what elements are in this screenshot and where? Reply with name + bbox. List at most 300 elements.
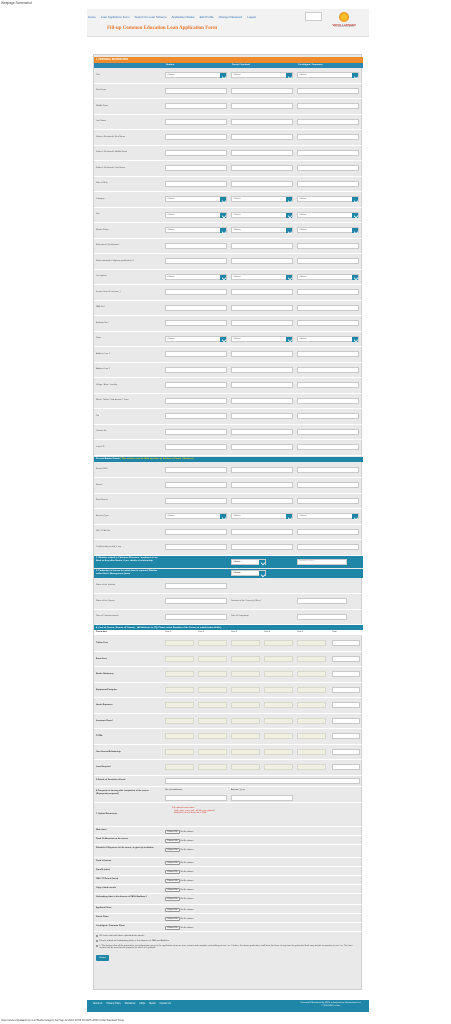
middle-name-input-2[interactable]: [231, 103, 293, 109]
nav-application-status[interactable]: Application Status: [171, 15, 195, 19]
chevron-down-icon: [220, 213, 226, 218]
equipment-computer-year-1[interactable]: [165, 687, 194, 693]
marks-obtained-in-highest-qualification-input-2[interactable]: [231, 258, 293, 264]
row-title: [94, 68, 363, 84]
loan-required-year-1[interactable]: [165, 764, 194, 770]
main-nav: [88, 15, 256, 19]
chevron-down-icon: [286, 73, 292, 78]
row-occupation: [94, 270, 363, 286]
select-value: --Select--: [167, 74, 176, 77]
bank-branch-input-3[interactable]: [297, 498, 359, 504]
upload-row-applicant-photo: [94, 906, 363, 914]
pan-no-input-1[interactable]: [165, 305, 227, 311]
address-line-1-input-1[interactable]: [165, 351, 227, 357]
tuition-fees-year-5[interactable]: [297, 640, 326, 646]
father-s-husband-s-middle-name-input-3[interactable]: [297, 150, 359, 156]
banker-row-sb-cd-a-c-no: [94, 525, 363, 541]
insurance-travel-year-4[interactable]: [264, 718, 293, 724]
contact-no-input-1[interactable]: [165, 429, 227, 435]
insurance-travel-year-5[interactable]: [297, 718, 326, 724]
equipment-computer-year-4[interactable]: [264, 687, 293, 693]
file-picker-parent-photo: [165, 917, 193, 922]
insurance-travel-year-2[interactable]: [198, 718, 227, 724]
aadhaar-no-input-2[interactable]: [231, 320, 293, 326]
related-select[interactable]: [231, 559, 266, 565]
chevron-down-icon: [220, 275, 226, 280]
label-e-mail-id: e-mail ID: [96, 445, 105, 448]
course-name-label-2: Duration of the Course (in Mths): [231, 599, 261, 602]
branch-input-1[interactable]: [165, 482, 227, 488]
first-name-input-1[interactable]: [165, 88, 227, 94]
nav-home[interactable]: Home: [88, 15, 96, 19]
exam-fees-total[interactable]: [332, 656, 360, 662]
nav-change-password[interactable]: Change Password: [218, 15, 243, 19]
books-stationery-year-3[interactable]: [231, 671, 260, 677]
select-value: --Select--: [299, 74, 308, 77]
choose-file-button[interactable]: Choose File: [167, 870, 178, 873]
hostel-expenses-year-3[interactable]: [231, 702, 260, 708]
label-block-taluka-sub-division-town: Block / Taluka / Sub-division / Town: [96, 399, 129, 402]
row-father-s-husband-s-last-name: [94, 161, 363, 177]
chevron-down-icon: [220, 73, 226, 78]
institute-name-row: [94, 579, 363, 595]
sb-cd-a-c-no-input-1[interactable]: [165, 529, 227, 535]
course-name-input-2[interactable]: [297, 598, 347, 604]
upload-heading-row: [94, 805, 363, 827]
branch-ifsc-input-3[interactable]: [297, 467, 359, 473]
contact-no-input-3[interactable]: [297, 429, 359, 435]
cost-column-year-4: Year 4: [264, 631, 271, 634]
equipment-computer-year-5[interactable]: [297, 687, 326, 693]
nav-search-loan-scheme[interactable]: Search for Loan Scheme: [134, 15, 167, 19]
income-from-all-sources-input-2[interactable]: [231, 289, 293, 295]
nav-loan-application-form[interactable]: Loan Application Form: [100, 15, 130, 19]
personal-info-heading: 1. PERSONAL INFORMATION: [94, 57, 363, 63]
state-select-2[interactable]: [231, 336, 293, 342]
category-select-1[interactable]: [165, 196, 227, 202]
footer-link-disclaimer[interactable]: Disclaimer: [124, 1003, 136, 1005]
occupation-select-3[interactable]: [297, 274, 359, 280]
chevron-down-icon: [352, 197, 358, 202]
declaration-text-3: I / We declare that all the particulars and information given in the application form are true, correct and complete and nothing on me / us. Further, the above particulars shall form the basis of any loan the particular Bank may decide to sanction to me / us. The loan amount will be used for the purpose for which it is granted.: [99, 944, 353, 950]
hostel-expenses-year-4[interactable]: [264, 702, 293, 708]
no-file-text: No file chosen: [180, 839, 194, 842]
label-educational-qualification: Educational Qualification: [96, 244, 119, 247]
account-type-select-2[interactable]: [231, 513, 293, 519]
choose-file-button[interactable]: Choose File: [167, 908, 178, 911]
label-pan-no: PAN No.#: [96, 306, 106, 309]
chevron-down-icon: [352, 213, 358, 218]
label-category: Category: [96, 197, 105, 200]
label-aadhaar-no: Aadhaar No.#: [96, 321, 109, 324]
upload-row-schedule-of-expenses-for-the-course-as-g: [94, 846, 363, 858]
course-name-row: [94, 594, 363, 610]
insurance-travel-year-3[interactable]: [231, 718, 260, 724]
upload-label-itao-it-return-latest: ITAO / IT Return (latest): [96, 878, 119, 880]
marital-status-select-1[interactable]: [165, 227, 227, 233]
exam-fees-year-3[interactable]: [231, 656, 260, 662]
window-caption: Webpage Screenshot: [1, 1, 32, 5]
contact-no-input-2[interactable]: [231, 429, 293, 435]
middle-name-input-1[interactable]: [165, 103, 227, 109]
village-area-locality-input-2[interactable]: [231, 382, 293, 388]
first-name-input-3[interactable]: [297, 88, 359, 94]
educational-qualification-input-2[interactable]: [231, 243, 293, 249]
hostel-expenses-total[interactable]: [332, 702, 360, 708]
exam-fees-year-4[interactable]: [264, 656, 293, 662]
date-of-birth-input-3[interactable]: [297, 181, 359, 187]
pin-input-2[interactable]: [231, 413, 293, 419]
cost-column-year-3: Year 3: [231, 631, 238, 634]
upload-label-schedule-of-expenses-for-the-course-as-g: Schedule Of Expenses for the course, as given by institution: [96, 847, 154, 849]
branch-input-2[interactable]: [231, 482, 293, 488]
sex-select-3[interactable]: [297, 212, 359, 218]
branch-ifsc-input-1[interactable]: [165, 467, 227, 473]
insurance-travel-total[interactable]: [332, 718, 360, 724]
title-select-1[interactable]: [165, 72, 227, 78]
address-line-1-input-3[interactable]: [297, 351, 359, 357]
category-select-3[interactable]: [297, 196, 359, 202]
e-mail-id-input-3[interactable]: [297, 444, 359, 450]
commencement-date-input-2[interactable]: [297, 614, 347, 620]
books-stationery-year-2[interactable]: [198, 671, 227, 677]
choose-file-button[interactable]: Choose File: [167, 926, 178, 929]
row-marital-status: [94, 223, 363, 239]
cost-label-own-source-scholarship: Own Source/Scholarship: [96, 750, 121, 753]
file-picker-mark-sheet: [165, 830, 193, 835]
address-line-1-input-2[interactable]: [231, 351, 293, 357]
father-s-husband-s-last-name-input-2[interactable]: [231, 165, 293, 171]
last-name-input-3[interactable]: [297, 119, 359, 125]
account-type-select-1[interactable]: [165, 513, 227, 519]
category-select-2[interactable]: [231, 196, 293, 202]
file-picker-proof-of-income: [165, 861, 193, 866]
hostel-expenses-year-1[interactable]: [165, 702, 194, 708]
column-header-parent-husband: Parent / Husband: [232, 64, 250, 67]
row-category: [94, 192, 363, 208]
bank-branch-input-2[interactable]: [231, 498, 293, 504]
row-block-taluka-sub-division-town: [94, 394, 363, 410]
exam-fees-year-5[interactable]: [297, 656, 326, 662]
declaration-text-2: Please submit an Undertaking letter in the absence of PAN and Aadhaar: [99, 939, 170, 942]
upload-row-mark-sheet: [94, 828, 363, 836]
user-box[interactable]: [305, 12, 322, 21]
banker-row-branch-ifsc: [94, 463, 363, 479]
choose-file-button[interactable]: Choose File: [167, 848, 178, 851]
pin-input-1[interactable]: [165, 413, 227, 419]
first-name-input-2[interactable]: [231, 88, 293, 94]
total-year-1[interactable]: [165, 733, 194, 739]
last-name-input-2[interactable]: [231, 119, 293, 125]
cost-column-year-2: Year 2: [198, 631, 205, 634]
merit-select[interactable]: [231, 570, 266, 576]
tuition-fees-year-4[interactable]: [264, 640, 293, 646]
credit-facility-availed-if-any-input-3[interactable]: [297, 544, 359, 550]
label-date-of-birth: Date of Birth: [96, 182, 108, 185]
select-value: --Select--: [167, 337, 176, 340]
choose-file-button[interactable]: Choose File: [167, 839, 178, 842]
e-mail-id-input-2[interactable]: [231, 444, 293, 450]
submit-button[interactable]: Submit: [96, 955, 109, 961]
loan-application-form: [93, 54, 362, 990]
select-value: --Select--: [299, 213, 308, 216]
loan-required-year-2[interactable]: [198, 764, 227, 770]
equipment-computer-year-2[interactable]: [198, 687, 227, 693]
educational-qualification-input-1[interactable]: [165, 243, 227, 249]
date-of-birth-input-2[interactable]: [231, 181, 293, 187]
total-year-4[interactable]: [264, 733, 293, 739]
page-title: Fill-up Common Education Loan Application Form: [107, 26, 218, 31]
aadhaar-no-input-1[interactable]: [165, 320, 227, 326]
branch-input-3[interactable]: [297, 482, 359, 488]
label-sex: Sex: [96, 213, 100, 216]
marital-status-select-3[interactable]: [297, 227, 359, 233]
father-s-husband-s-middle-name-input-2[interactable]: [231, 150, 293, 156]
no-file-text: No file chosen: [180, 917, 194, 920]
books-stationery-year-5[interactable]: [297, 671, 326, 677]
income-from-all-sources-input-1[interactable]: [165, 289, 227, 295]
securities-input[interactable]: [165, 778, 360, 784]
cost-column-total: Total: [332, 631, 337, 634]
books-stationery-total[interactable]: [332, 671, 360, 677]
declaration-checkbox-3[interactable]: [96, 945, 98, 947]
exam-fees-year-2[interactable]: [198, 656, 227, 662]
prospects-row: [94, 788, 363, 803]
course-name-input[interactable]: [165, 598, 227, 604]
select-value: --Select--: [233, 229, 242, 232]
chevron-down-icon: [220, 337, 226, 342]
branch-ifsc-input-2[interactable]: [231, 467, 293, 473]
last-name-input-1[interactable]: [165, 119, 227, 125]
merit-question: [94, 569, 363, 578]
father-s-husband-s-first-name-input-1[interactable]: [165, 134, 227, 140]
marks-obtained-in-highest-qualification-input-1[interactable]: [165, 258, 227, 264]
tuition-fees-year-1[interactable]: [165, 640, 194, 646]
title-select-3[interactable]: [297, 72, 359, 78]
pan-no-input-2[interactable]: [231, 305, 293, 311]
total-total[interactable]: [332, 733, 360, 739]
state-select-1[interactable]: [165, 336, 227, 342]
account-type-select-3[interactable]: [297, 513, 359, 519]
installments-input[interactable]: [165, 795, 227, 801]
upload-row-itao-it-return-latest: [94, 877, 363, 885]
village-area-locality-input-1[interactable]: [165, 382, 227, 388]
choose-file-button[interactable]: Choose File: [167, 897, 178, 900]
cost-label-insurance-travel: Insurance/Travel: [96, 719, 113, 722]
no-file-text: No file chosen: [180, 830, 194, 833]
title-select-2[interactable]: [231, 72, 293, 78]
select-value: --Select--: [167, 213, 176, 216]
upload-heading: 7. Upload Documents: [96, 812, 118, 815]
hostel-expenses-year-5[interactable]: [297, 702, 326, 708]
column-header-student: Student: [166, 64, 175, 67]
institute-name-input[interactable]: [165, 583, 227, 589]
loan-required-year-5[interactable]: [297, 764, 326, 770]
credit-facility-availed-if-any-input-1[interactable]: [165, 544, 227, 550]
occupation-select-2[interactable]: [231, 274, 293, 280]
upload-row-proof-of-income: [94, 859, 363, 867]
tuition-fees-year-2[interactable]: [198, 640, 227, 646]
label-bank-branch: Bank Branch: [96, 499, 108, 502]
village-area-locality-input-3[interactable]: [297, 382, 359, 388]
educational-qualification-input-3[interactable]: [297, 243, 359, 249]
select-value: --Select--: [233, 213, 242, 216]
select-value: --Select--: [299, 275, 308, 278]
total-year-3[interactable]: [231, 733, 260, 739]
declaration-checkbox-1[interactable]: [96, 935, 98, 937]
footer-link-about[interactable]: About Us: [93, 1003, 103, 1005]
father-s-husband-s-middle-name-input-1[interactable]: [165, 150, 227, 156]
loan-required-total[interactable]: [332, 764, 360, 770]
commencement-date-row: [94, 610, 363, 626]
select-value: --Select--: [233, 198, 242, 201]
address-line-2-input-3[interactable]: [297, 367, 359, 373]
address-line-2-input-2[interactable]: [231, 367, 293, 373]
loan-required-year-3[interactable]: [231, 764, 260, 770]
label-middle-name: Middle Name: [96, 104, 109, 107]
select-value: --Select--: [167, 198, 176, 201]
footer-link-contact[interactable]: Contact Us: [159, 1003, 171, 1005]
cost-column-particulars: Particulars: [96, 631, 108, 634]
no-file-text: No file chosen: [180, 897, 194, 900]
cost-label-total: TOTAL: [96, 735, 103, 737]
cost-label-books-stationery: Books /Stationery: [96, 673, 114, 675]
merit-question-text: 3. Particulars of course for which loan is required. Whether under Merit / Management Quota: [96, 569, 158, 575]
books-stationery-year-4[interactable]: [264, 671, 293, 677]
total-year-2[interactable]: [198, 733, 227, 739]
file-picker-undertaking-letter-in-the-absence-of-pan: [165, 897, 193, 902]
chevron-down-icon: [259, 571, 265, 576]
marks-obtained-in-highest-qualification-input-3[interactable]: [297, 258, 359, 264]
label-father-s-husband-s-last-name: Father's /Husband's Last Name: [96, 166, 125, 169]
file-picker-itao-it-return-latest: [165, 879, 193, 884]
cost-heading: 4. Cost of Course / Source of Finance : (All fields are in (₹)). Please select Duration of the Course to enable below fields.): [94, 625, 363, 630]
own-source-scholarship-year-3[interactable]: [231, 749, 260, 755]
hostel-expenses-year-2[interactable]: [198, 702, 227, 708]
exam-fees-year-1[interactable]: [165, 656, 194, 662]
father-s-husband-s-first-name-input-2[interactable]: [231, 134, 293, 140]
tuition-fees-year-3[interactable]: [231, 640, 260, 646]
commencement-date-input[interactable]: [165, 614, 227, 620]
chevron-down-icon: [220, 514, 226, 519]
site-footer: [87, 1000, 369, 1012]
site-header: [87, 9, 369, 37]
upload-label-co-obligant-guarantor-photo: Co-obligant / Guarantor Photo: [96, 925, 125, 927]
sb-cd-a-c-no-input-3[interactable]: [297, 529, 359, 535]
state-select-3[interactable]: [297, 336, 359, 342]
row-last-name: [94, 115, 363, 131]
sb-cd-a-c-no-input-2[interactable]: [231, 529, 293, 535]
block-taluka-sub-division-town-input-3[interactable]: [297, 398, 359, 404]
securities-row: [94, 776, 363, 787]
label-income-from-all-sources: Income from all sources ( ): [96, 290, 121, 293]
footer-link-media[interactable]: Media: [149, 1003, 156, 1005]
choose-file-button[interactable]: Choose File: [167, 879, 178, 882]
insurance-travel-year-1[interactable]: [165, 718, 194, 724]
upload-label-proof-of-admission-to-the-course: Proof Of Admission to the course: [96, 838, 128, 840]
row-marks-obtained-in-highest-qualification: [94, 254, 363, 270]
pan-no-input-3[interactable]: [297, 305, 359, 311]
amount-input[interactable]: [231, 795, 293, 801]
choose-file-button[interactable]: Choose File: [167, 888, 178, 891]
chevron-down-icon: [352, 337, 358, 342]
block-taluka-sub-division-town-input-1[interactable]: [165, 398, 227, 404]
select-value: --Select--: [299, 229, 308, 232]
equipment-computer-total[interactable]: [332, 687, 360, 693]
label-marks-obtained-in-highest-qualification: Marks obtained in Highest qualification %: [96, 259, 135, 262]
label-credit-facility-availed-if-any: Credit facility availed, if any: [96, 545, 122, 548]
chevron-down-icon: [352, 275, 358, 280]
own-source-scholarship-year-4[interactable]: [264, 749, 293, 755]
middle-name-input-3[interactable]: [297, 103, 359, 109]
block-taluka-sub-division-town-input-2[interactable]: [231, 398, 293, 404]
upload-instruction-2: Maximum size of each file is 2MB: [174, 811, 207, 814]
row-sex: [94, 208, 363, 224]
nav-logout[interactable]: Logout: [247, 15, 257, 19]
select-value: --Select--: [233, 572, 242, 575]
upload-instruction-1: Only .jpeg, .png, .pdf, .tiff files are allowed: [174, 809, 215, 812]
no-file-text: No file chosen: [180, 888, 194, 891]
choose-file-button[interactable]: Choose File: [167, 917, 178, 920]
cost-row-own-source-scholarship: [94, 745, 363, 761]
label-sb-cd-a-c-no: SB / CD A/c No: [96, 530, 111, 533]
file-picker-co-obligant-guarantor-photo: [165, 926, 193, 931]
books-stationery-year-1[interactable]: [165, 671, 194, 677]
own-source-scholarship-total[interactable]: [332, 749, 360, 755]
declaration-checkbox-2[interactable]: [96, 940, 98, 942]
select-value: --Select--: [233, 74, 242, 77]
tuition-fees-total[interactable]: [332, 640, 360, 646]
nav-edit-profile[interactable]: Edit Profile: [199, 15, 214, 19]
loan-required-year-4[interactable]: [264, 764, 293, 770]
total-year-5[interactable]: [297, 733, 326, 739]
equipment-computer-year-3[interactable]: [231, 687, 260, 693]
address-line-2-input-1[interactable]: [165, 367, 227, 373]
row-pin: [94, 409, 363, 425]
footer-link-faqs[interactable]: FAQs: [139, 1003, 146, 1005]
own-source-scholarship-year-1[interactable]: [165, 749, 194, 755]
sex-select-1[interactable]: [165, 212, 227, 218]
chevron-down-icon: [286, 514, 292, 519]
upload-label-parent-photo: Parent Photo: [96, 916, 109, 918]
footer-link-privacy[interactable]: Privacy Policy: [106, 1003, 121, 1005]
select-value: --Select--: [167, 275, 176, 278]
footer-credit-line2: © 2015 NSDL e-Gov.: [321, 1005, 341, 1007]
income-from-all-sources-input-3[interactable]: [297, 289, 359, 295]
own-source-scholarship-year-5[interactable]: [297, 749, 326, 755]
aadhaar-no-input-3[interactable]: [297, 320, 359, 326]
father-s-husband-s-first-name-input-3[interactable]: [297, 134, 359, 140]
credit-facility-availed-if-any-input-2[interactable]: [231, 544, 293, 550]
upload-row-parent-photo: [94, 915, 363, 923]
own-source-scholarship-year-2[interactable]: [198, 749, 227, 755]
father-s-husband-s-last-name-input-1[interactable]: [165, 165, 227, 171]
choose-file-button[interactable]: Choose File: [167, 830, 178, 833]
sex-select-2[interactable]: [231, 212, 293, 218]
row-father-s-husband-s-first-name: [94, 130, 363, 146]
file-picker-applicant-photo: [165, 908, 193, 913]
date-of-birth-input-1[interactable]: [165, 181, 227, 187]
occupation-select-1[interactable]: [165, 274, 227, 280]
chevron-down-icon: [352, 514, 358, 519]
father-s-husband-s-last-name-input-3[interactable]: [297, 165, 359, 171]
bank-branch-input-1[interactable]: [165, 498, 227, 504]
e-mail-id-input-1[interactable]: [165, 444, 227, 450]
marital-status-select-2[interactable]: [231, 227, 293, 233]
choose-file-button[interactable]: Choose File: [167, 861, 178, 864]
pin-input-3[interactable]: [297, 413, 359, 419]
footer-links: [93, 1003, 171, 1005]
